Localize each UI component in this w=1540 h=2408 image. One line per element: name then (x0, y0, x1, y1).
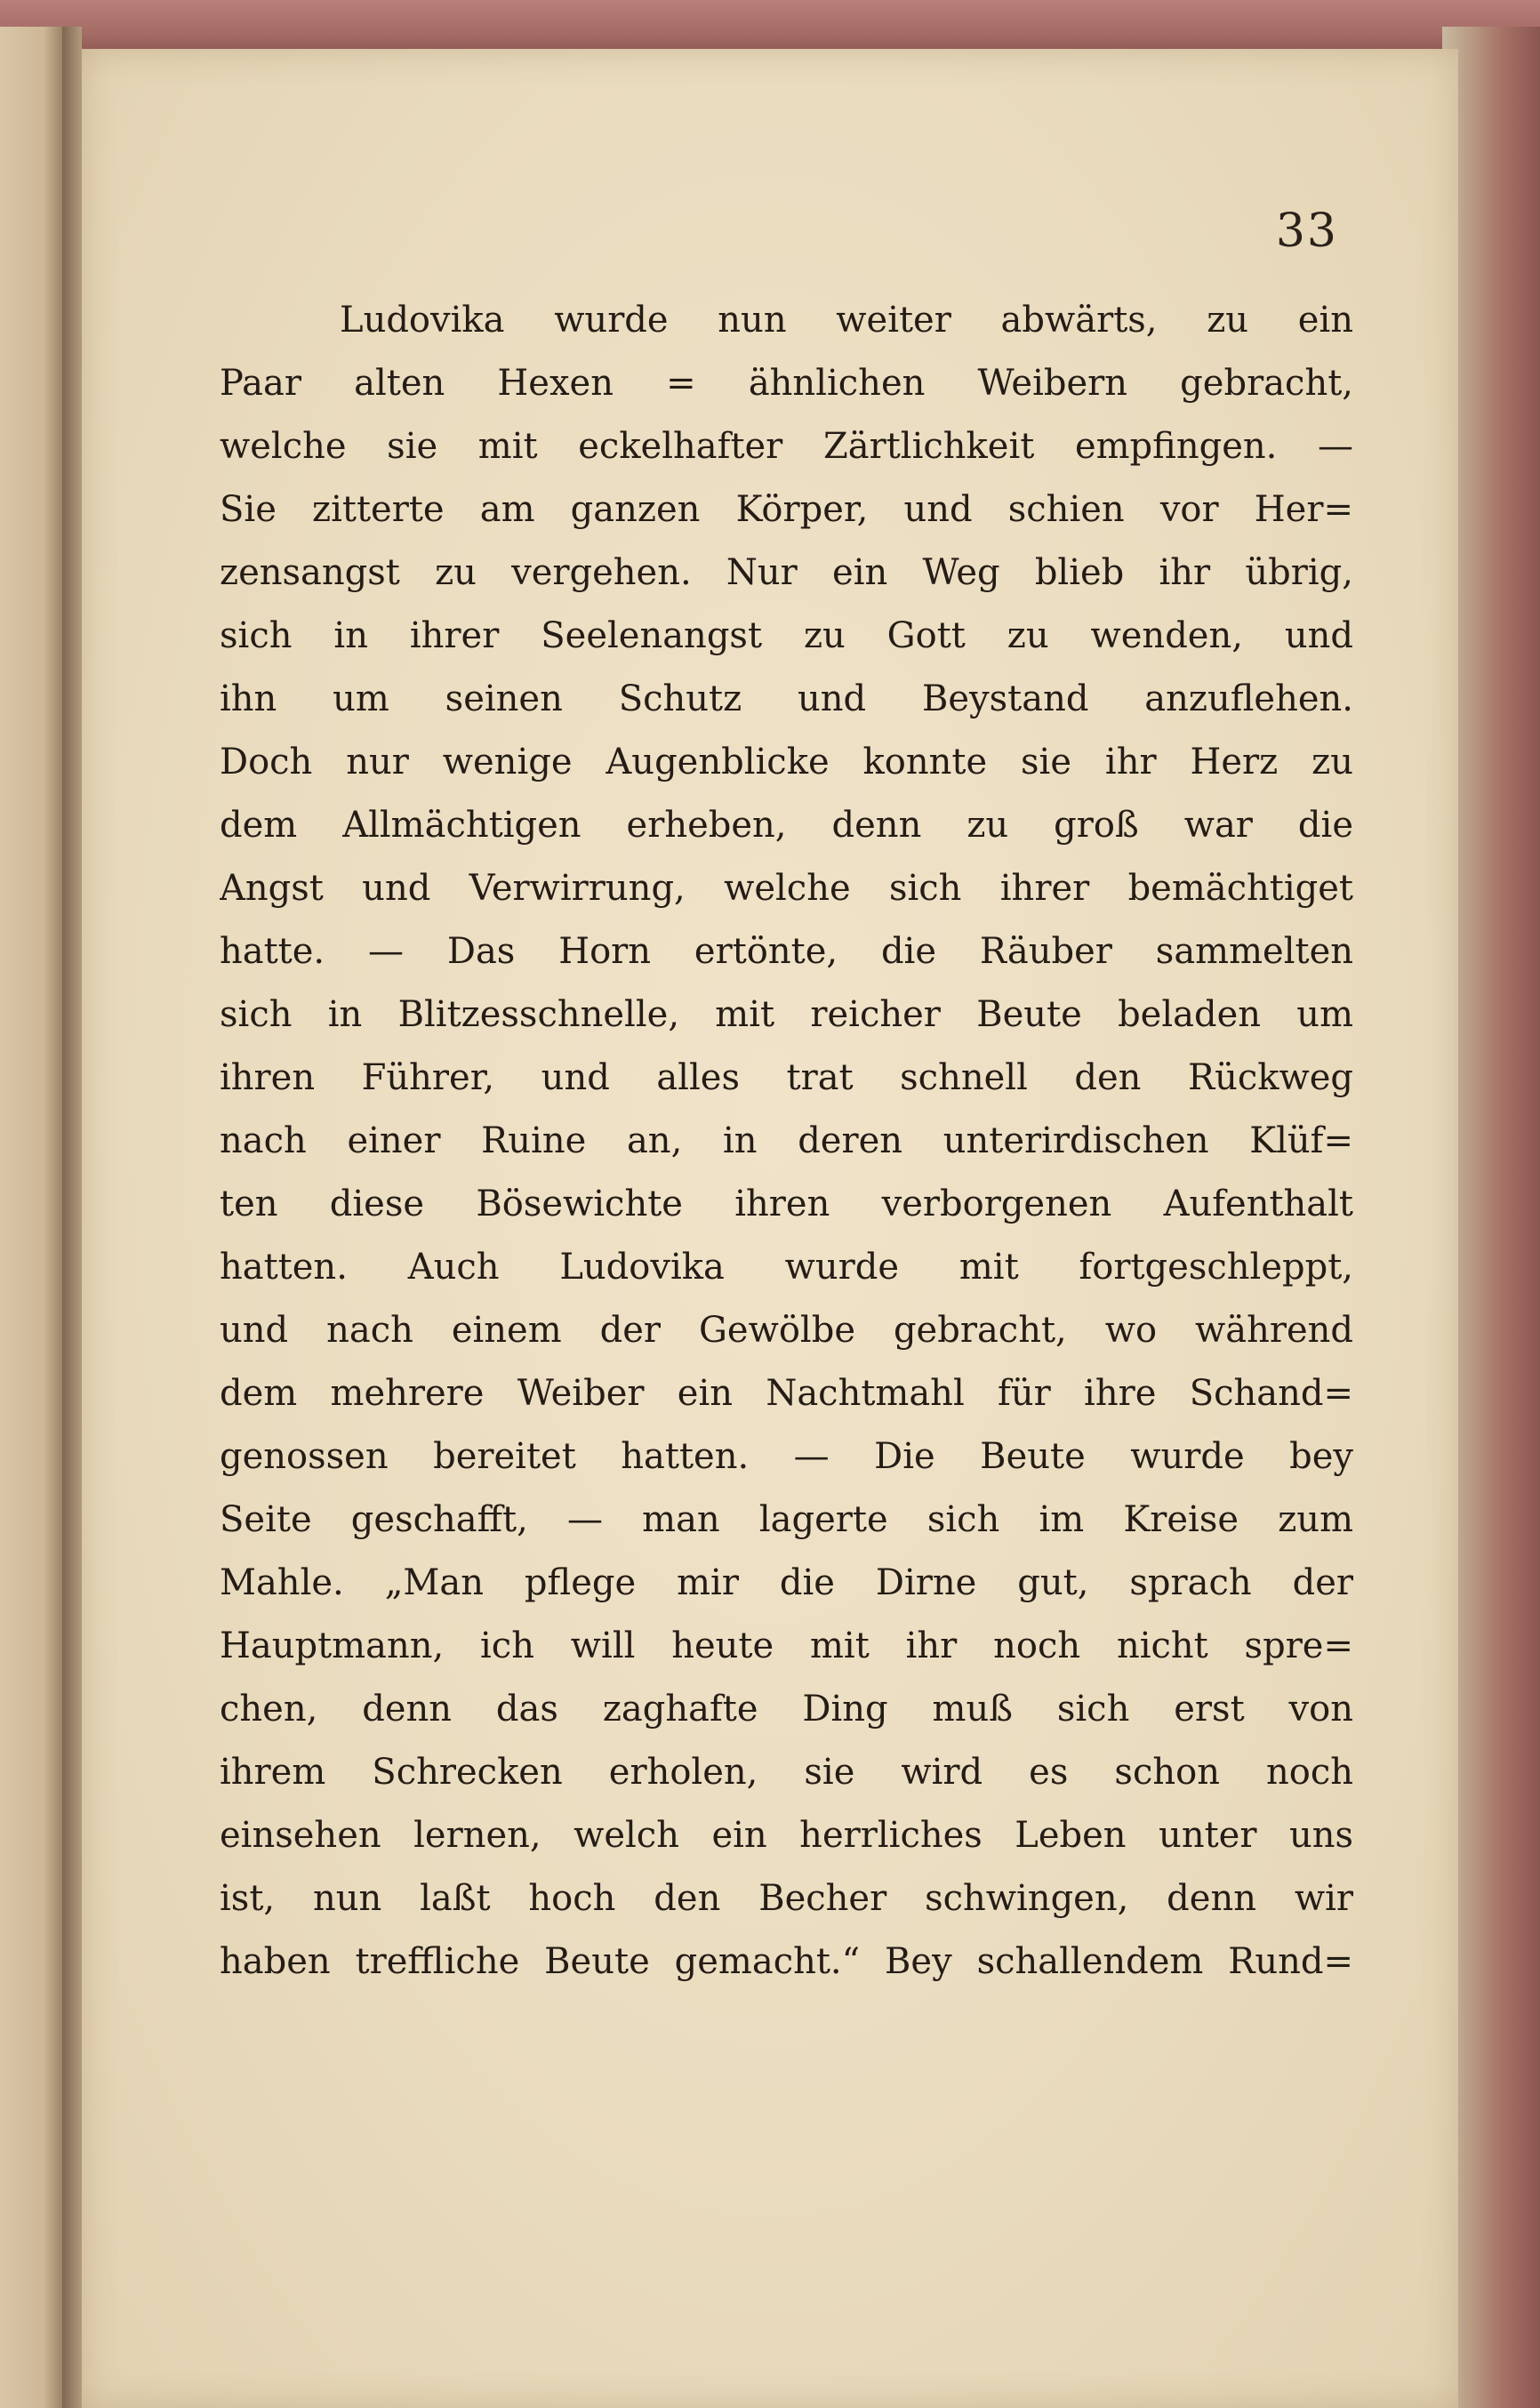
text-line: und nach einem der Gewölbe gebracht, wo während (220, 1310, 1353, 1351)
book-gutter (62, 27, 82, 2408)
text-line: chen, denn das zaghafte Ding muß sich erst von (220, 1689, 1353, 1730)
left-page-edge (0, 27, 62, 2408)
book-cover-top-edge (0, 0, 1540, 53)
text-line: Ludovika wurde nun weiter abwärts, zu ein (340, 300, 1353, 341)
text-line: einsehen lernen, welch ein herrliches Leben unter uns (220, 1815, 1353, 1856)
text-line: zensangst zu vergehen. Nur ein Weg blieb ihr übrig, (220, 552, 1353, 593)
text-line: Seite geschafft, — man lagerte sich im Kreise zum (220, 1499, 1353, 1540)
text-line: Paar alten Hexen = ähnlichen Weibern gebracht, (220, 363, 1353, 404)
page-number: 33 (1275, 205, 1338, 258)
text-line: Doch nur wenige Augenblicke konnte sie ihr Herz zu (220, 742, 1353, 783)
text-line: dem mehrere Weiber ein Nachtmahl für ihre Schand= (220, 1373, 1353, 1414)
text-line: welche sie mit eckelhafter Zärtlichkeit empfingen. — (220, 426, 1353, 467)
text-line: ist, nun laßt hoch den Becher schwingen, denn wir (220, 1878, 1353, 1919)
text-line: sich in Blitzesschnelle, mit reicher Beute beladen um (220, 994, 1353, 1035)
text-line: sich in ihrer Seelenangst zu Gott zu wenden, und (220, 615, 1353, 656)
text-line: ten diese Bösewichte ihren verborgenen Aufenthalt (220, 1184, 1353, 1224)
book-page (82, 49, 1458, 2408)
text-line: Mahle. „Man pflege mir die Dirne gut, sprach der (220, 1562, 1353, 1603)
text-line: nach einer Ruine an, in deren unterirdischen Klüf= (220, 1120, 1353, 1161)
text-line: dem Allmächtigen erheben, denn zu groß war die (220, 805, 1353, 846)
text-line: genossen bereitet hatten. — Die Beute wurde bey (220, 1436, 1353, 1477)
text-line: Sie zitterte am ganzen Körper, und schien vor Her= (220, 489, 1353, 530)
text-line: ihrem Schrecken erholen, sie wird es schon noch (220, 1752, 1353, 1793)
text-line: hatte. — Das Horn ertönte, die Räuber sammelten (220, 931, 1353, 972)
text-line: ihren Führer, und alles trat schnell den Rückweg (220, 1057, 1353, 1098)
text-line: hatten. Auch Ludovika wurde mit fortgeschleppt, (220, 1247, 1353, 1288)
text-line: haben treffliche Beute gemacht.“ Bey schallendem Rund= (220, 1941, 1353, 1982)
page-body-text (220, 289, 1353, 1994)
text-line: ihn um seinen Schutz und Beystand anzuflehen. (220, 678, 1353, 719)
text-line: Angst und Verwirrung, welche sich ihrer bemächtiget (220, 868, 1353, 909)
text-line: Hauptmann, ich will heute mit ihr noch nicht spre= (220, 1625, 1353, 1666)
